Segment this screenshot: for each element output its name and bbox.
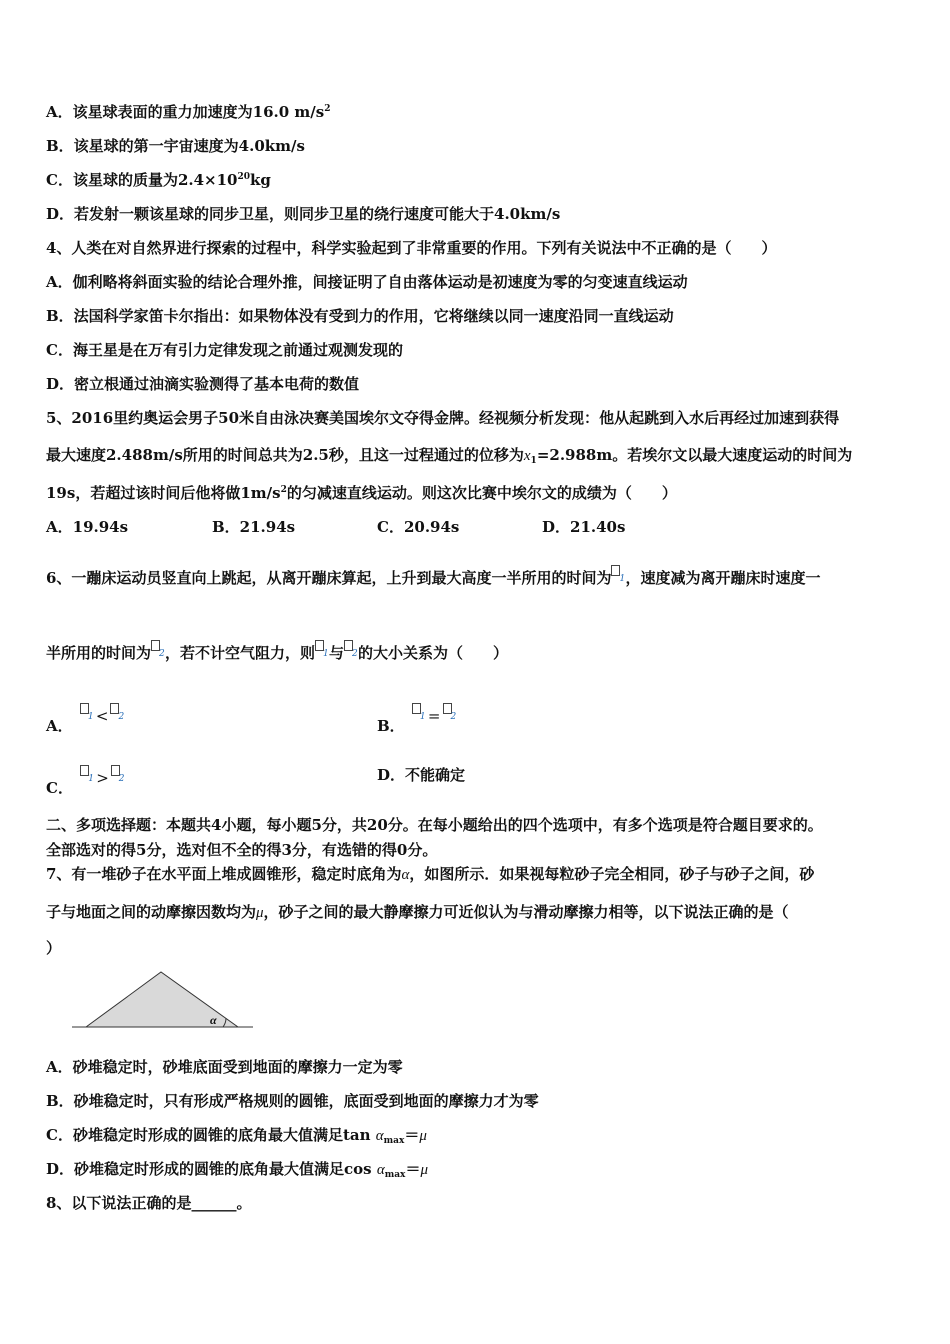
q7-option-c: C．砂堆稳定时形成的圆锥的底角最大值满足$\tan \alpha_{max}=\mu$ bbox=[46, 1126, 427, 1146]
q7-option-d: D．砂堆稳定时形成的圆锥的底角最大值满足$\cos \alpha_{max}=\mu$ bbox=[46, 1160, 428, 1180]
q6-stem-line2: 半所用的时间为 2 ，若不计空气阻力，则 1 与 2 的大小关系为（ ） bbox=[46, 640, 508, 663]
q5-option-b: B．21.94s bbox=[212, 518, 296, 536]
q4-option-b: B．法国科学家笛卡尔指出：如果物体没有受到力的作用，它将继续以同一速度沿同一直线运动 bbox=[46, 307, 674, 325]
q5-stem-line1: 5、2016里约奥运会男子50米自由泳决赛美国埃尔文夺得金牌。经视频分析发现：他从起跳到入水后再经过加速到获得 bbox=[46, 409, 840, 427]
q6-option-c: C． 1 > 2 bbox=[46, 765, 127, 798]
q7-option-b: B．砂堆稳定时，只有形成严格规则的圆锥，底面受到地面的摩擦力才为零 bbox=[46, 1092, 539, 1110]
q4-option-c: C．海王星是在万有引力定律发现之前通过观测发现的 bbox=[46, 341, 403, 359]
q5-option-a: A．19.94s bbox=[46, 518, 129, 536]
q3-option-a: A．该星球表面的重力加速度为16.0 $m/s^2$ bbox=[46, 103, 331, 121]
q3-option-d: D．若发射一颗该星球的同步卫星，则同步卫星的绕行速度可能大于4.0km/s bbox=[46, 205, 561, 223]
formula-placeholder-t2: 2 bbox=[344, 640, 358, 656]
q5-option-c: C．20.94s bbox=[377, 518, 460, 536]
q5-stem-line3: 19s，若超过该时间后他将做$1m/s^2$的匀减速直线运动。则这次比赛中埃尔文的成绩为（ ） bbox=[46, 484, 677, 502]
q7-option-a: A．砂堆稳定时，砂堆底面受到地面的摩擦力一定为零 bbox=[46, 1058, 403, 1076]
q7-stem-line1: 7、有一堆砂子在水平面上堆成圆锥形，稳定时底角为α，如图所示．如果视每粒砂子完全相同，砂子与砂子之间，砂 bbox=[46, 865, 815, 883]
q5-option-d: D．21.40s bbox=[542, 518, 626, 536]
q6-option-d: D．不能确定 bbox=[377, 766, 466, 784]
formula-placeholder-t1: 1 bbox=[315, 640, 329, 656]
formula-placeholder-t1: 1 bbox=[611, 565, 625, 581]
q4-option-d: D．密立根通过油滴实验测得了基本电荷的数值 bbox=[46, 375, 360, 393]
q5-stem-line2: 最大速度2.488m/s所用的时间总共为2.5秒，且这一过程通过的位移为$x_1=2.988m$。若埃尔文以最大速度运动的时间为 bbox=[46, 446, 853, 466]
q6-option-a: A． 1 < 2 bbox=[46, 703, 126, 736]
q4-option-a: A．伽利略将斜面实验的结论合理外推，间接证明了自由落体运动是初速度为零的匀变速直线运动 bbox=[46, 273, 688, 291]
formula-placeholder-t2: 2 bbox=[151, 640, 165, 656]
q6-option-b: B． 1 = 2 bbox=[377, 703, 459, 736]
q7-stem-line2: 子与地面之间的动摩擦因数均为μ，砂子之间的最大静摩擦力可近似认为与滑动摩擦力相等，以下说法正确的是（ bbox=[46, 903, 789, 921]
q3-option-c: C．该星球的质量为$2.4\times 10^{20}kg$ bbox=[46, 171, 271, 189]
sand-cone-figure bbox=[70, 968, 255, 1032]
section2-heading-line1: 二、多项选择题：本题共4小题，每小题5分，共20分。在每小题给出的四个选项中，有多个选项是符合题目要求的。 bbox=[46, 816, 823, 834]
q7-stem-line3: ） bbox=[46, 939, 62, 957]
q6-stem-line1: 6、一蹦床运动员竖直向上跳起，从离开蹦床算起，上升到最大高度一半所用的时间为 1 ，速度减为离开蹦床时速度一 bbox=[46, 565, 820, 588]
section2-heading-line2: 全部选对的得5分，选对但不全的得3分，有选错的得0分。 bbox=[46, 841, 438, 859]
angle-label-alpha: α bbox=[210, 1013, 217, 1027]
q8-stem: 8、以下说法正确的是______。 bbox=[46, 1194, 252, 1212]
q3-option-b: B．该星球的第一宇宙速度为4.0km/s bbox=[46, 137, 305, 155]
q4-stem: 4、人类在对自然界进行探索的过程中，科学实验起到了非常重要的作用。下列有关说法中不正确的是（ ） bbox=[46, 239, 777, 257]
